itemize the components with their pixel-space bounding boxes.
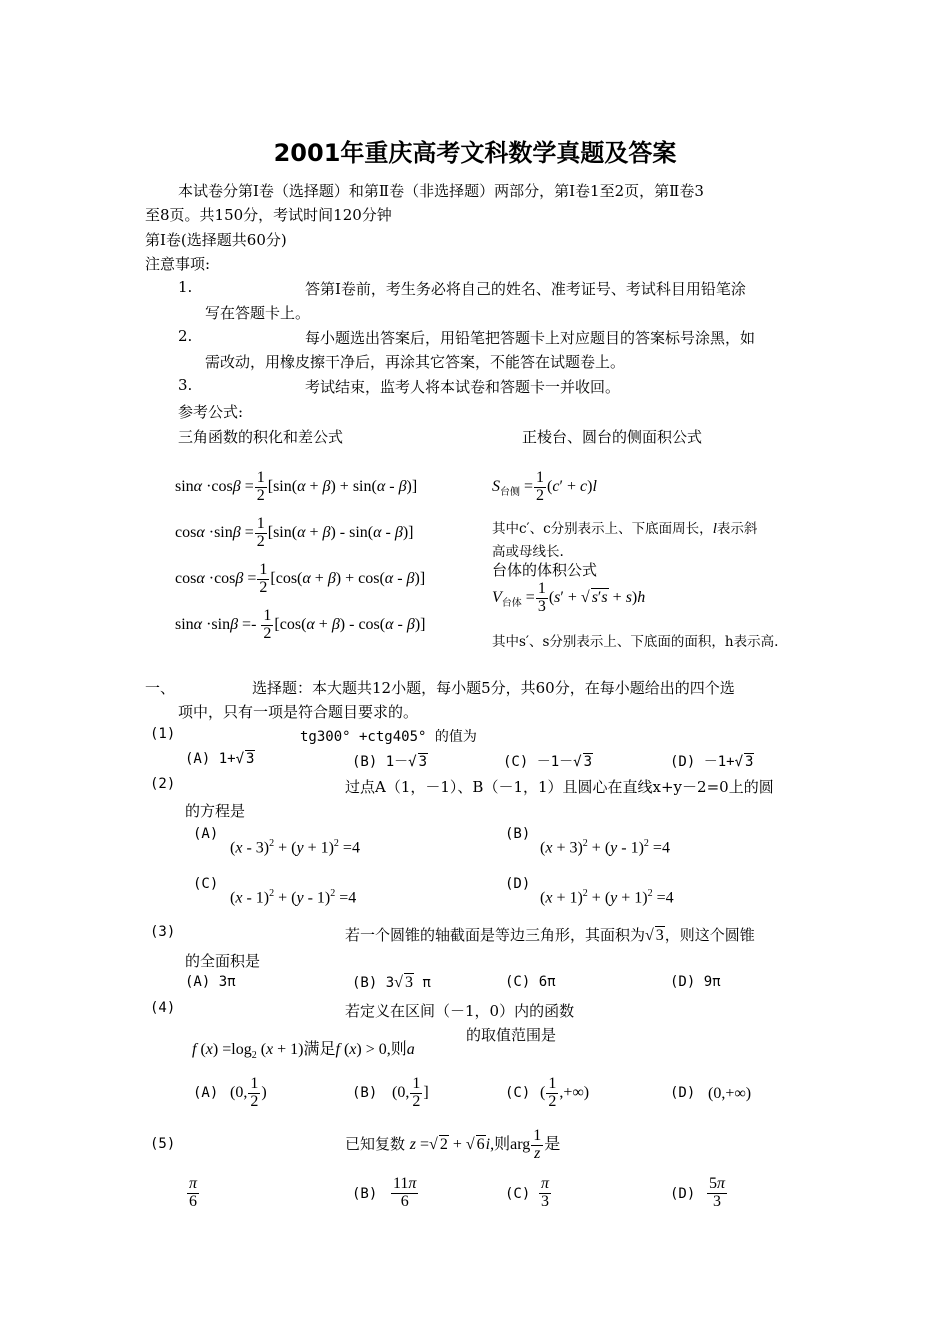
q1-option-a: (A) 1+√ 3 [185, 751, 255, 767]
note-2-text: 每小题选出答案后，用铅笔把答题卡上对应题目的答案标号涂黑，如 [305, 329, 756, 347]
note-1-text: 答第Ⅰ卷前，考生务必将自己的姓名、准考证号、考试科目用铅笔涂 [305, 280, 746, 298]
notice-heading: 注意事项: [145, 255, 211, 273]
note-1-number: 1. [178, 278, 193, 296]
part-1-instructions-cont: 项中，只有一项是符合题目要求的。 [178, 703, 419, 721]
volume-subscript: 台体 [501, 598, 522, 610]
q2-option-c-label: (C) [193, 876, 219, 892]
trig-formula-title: 三角函数的积化和差公式 [178, 428, 344, 446]
q5-option-d-label: (D) [670, 1186, 696, 1202]
part-1-number: 一、 [145, 679, 176, 697]
q2-option-a-label: (A) [193, 826, 219, 842]
part-1-instructions: 选择题：本大题共12小题，每小题5分，共60分，在每小题给出的四个选 [252, 679, 735, 697]
q5-option-d: $\frac{5\pi}{3}$ [709, 1175, 726, 1210]
q2-text-cont: 的方程是 [185, 802, 246, 820]
q1-option-c: (C) －1－√ 3 [503, 754, 593, 770]
note-3-text: 考试结束，监考人将本试卷和答题卡一并收回。 [305, 378, 621, 396]
q3-text-cont: 的全面积是 [185, 952, 261, 970]
q4-option-c-label: (C) [505, 1085, 531, 1101]
trig-formula-1: sinα ·cosβ = $\frac{1}{2}$ [sin(α + β) + sin(α - β)] [175, 470, 418, 504]
q2-option-a: $(x - 3)^2 + (y + 1)^2 =4$ [230, 838, 360, 857]
section-heading: 第Ⅰ卷(选择题共60分) [145, 231, 287, 249]
q5-option-b-label: (B) [352, 1186, 378, 1202]
q3-number: (3) [150, 924, 176, 940]
q3-option-b: (B) 3√ 3 π [352, 974, 431, 991]
q5-text: 已知复数 z =√ 2 + √ 6i,则arg $\frac{1}{z}$ 是 [345, 1127, 561, 1162]
frustum-volume-desc: 其中s′、s分别表示上、下底面的面积，h表示高. [492, 634, 779, 650]
q3-option-d: (D) 9π [670, 974, 721, 990]
reference-formulas-label: 参考公式: [178, 403, 244, 421]
note-2-number: 2. [178, 327, 193, 345]
frustum-volume-title: 台体的体积公式 [492, 561, 598, 579]
frustum-volume-formula: $V_{台体}$ = $\frac{1}{3}$ (s′ + √ s′s + s)h [492, 580, 646, 615]
q4-text: 若定义在区间（－1，0）内的函数 [345, 1002, 575, 1020]
trig-formula-2: cosα ·sinβ = $\frac{1}{2}$ [sin(α + β) - sin(α - β)] [175, 516, 414, 550]
q2-number: (2) [150, 776, 176, 792]
note-1-text-cont: 写在答题卡上。 [205, 304, 311, 322]
q2-option-b: $(x + 3)^2 + (y - 1)^2 =4$ [540, 838, 670, 857]
frustum-area-desc-2: 高或母线长. [492, 544, 564, 560]
q4-option-b-label: (B) [352, 1085, 378, 1101]
intro-line-1: 本试卷分第Ⅰ卷（选择题）和第Ⅱ卷（非选择题）两部分，第Ⅰ卷1至2页，第Ⅱ卷3 [178, 182, 704, 200]
q1-option-d: (D) －1+√ 3 [670, 754, 754, 770]
q5-option-b: $\frac{11\pi}{6}$ [393, 1175, 417, 1210]
q4-number: (4) [150, 1000, 176, 1016]
q3-option-c: (C) 6π [505, 974, 556, 990]
q1-option-b: (B) 1－√ 3 [352, 754, 428, 770]
q4-option-a: (0, $\frac{1}{2}$ ) [230, 1075, 267, 1110]
frustum-area-title: 正棱台、圆台的侧面积公式 [522, 428, 703, 446]
trig-formula-3: cosα ·cosβ = $\frac{1}{2}$ [cos(α + β) + cos(α - β)] [175, 562, 426, 596]
page-title: 2001年重庆高考文科数学真题及答案 [273, 139, 677, 167]
q2-text: 过点A（1，－1）、B（－1，1）且圆心在直线x+y－2=0上的圆 [345, 778, 774, 796]
frustum-area-desc-1: 其中c′、c分别表示上、下底面周长，l表示斜 [492, 521, 758, 537]
q4-option-d-label: (D) [670, 1085, 696, 1101]
q2-option-d: $(x + 1)^2 + (y + 1)^2 =4$ [540, 888, 674, 907]
note-2-text-cont: 需改动，用橡皮擦干净后，再涂其它答案，不能答在试题卷上。 [205, 353, 626, 371]
area-subscript: 台侧 [500, 487, 520, 499]
q5-option-c-label: (C) [505, 1186, 531, 1202]
q4-option-a-label: (A) [193, 1085, 219, 1101]
q5-option-c: $\frac{\pi}{3}$ [541, 1175, 550, 1210]
q2-option-d-label: (D) [505, 876, 531, 892]
intro-line-2: 至8页。共150分，考试时间120分钟 [145, 206, 392, 224]
frustum-area-formula: $S_{台侧}$ = $\frac{1}{2}$ (c′ + c)l [492, 469, 597, 504]
q5-number: (5) [150, 1136, 176, 1152]
q4-function: f $(x) =\log_2$ (x + 1)满足f (x) > 0,则a [192, 1041, 415, 1062]
note-3-number: 3. [178, 376, 193, 394]
trig-formula-4: sinα ·sinβ =- $\frac{1}{2}$ [cos(α + β) - cos(α - β)] [175, 608, 426, 642]
q3-text: 若一个圆锥的轴截面是等边三角形，其面积为√ 3，则这个圆锥 [345, 926, 755, 944]
q3-option-a: (A) 3π [185, 974, 236, 990]
q4-option-c: ( $\frac{1}{2}$ ,+∞) [540, 1075, 590, 1110]
q4-option-d: (0,+∞) [708, 1085, 752, 1102]
q5-option-a: $\frac{\pi}{6}$ [189, 1175, 198, 1210]
q2-option-c: (x - 1)$^2$ + (y - 1)$^2$ =4 [230, 888, 357, 907]
q4-text-cont: 的取值范围是 [466, 1026, 557, 1044]
q1-number: (1) [150, 726, 176, 742]
q4-option-b: (0, $\frac{1}{2}$ ] [392, 1075, 429, 1110]
q1-text: tg300° +ctg405° 的值为 [300, 729, 477, 745]
q2-option-b-label: (B) [505, 826, 531, 842]
